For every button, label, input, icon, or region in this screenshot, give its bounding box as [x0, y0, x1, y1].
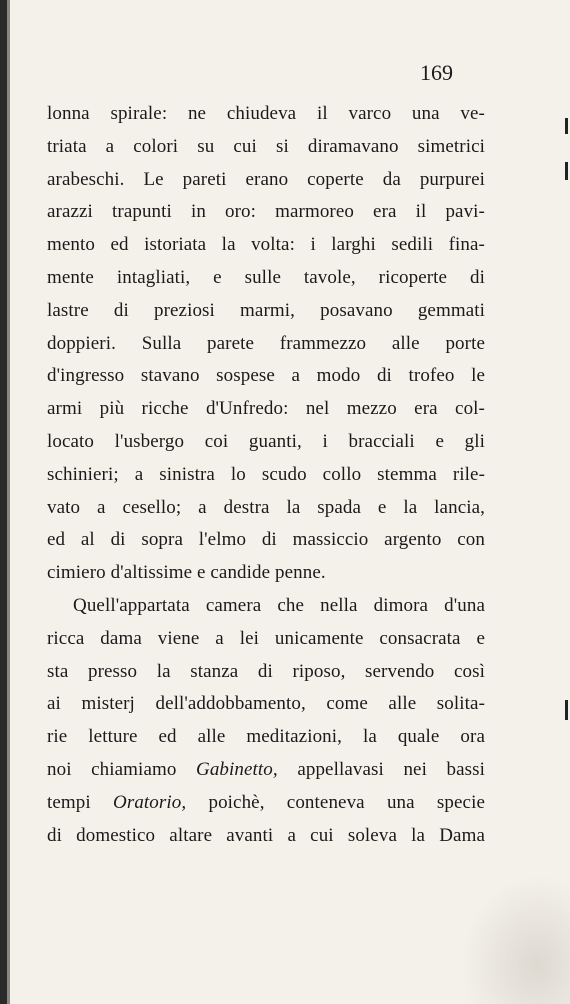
text-line: triata a colori su cui si diramavano simetrici [47, 135, 485, 157]
text-line-with-italic [47, 754, 485, 787]
edge-mark [565, 162, 568, 180]
paragraph-1 [47, 98, 485, 590]
text-line: arabeschi. Le pareti erano coperte da purpurei [47, 168, 485, 190]
page-number: 169 [420, 60, 453, 85]
text-line: ricca dama viene a lei unicamente consacrata e [47, 627, 485, 649]
text-line: rie letture ed alle meditazioni, la quale ora [47, 726, 485, 748]
paper-stain [460, 874, 570, 1004]
text-segment: poichè, conteneva una specie [186, 791, 485, 813]
text-segment: appellavasi nei bassi [277, 758, 486, 780]
edge-mark [565, 118, 568, 134]
text-line: Quell'appartata camera che nella dimora d'una [73, 594, 485, 616]
text-line: mente intagliati, e sulle tavole, ricoperte di [47, 266, 485, 288]
text-line: locato l'usbergo coi guanti, i bracciali e gli [47, 430, 485, 452]
body-text [47, 98, 485, 852]
text-line: mento ed istoriata la volta: i larghi sedili fina- [47, 234, 485, 256]
book-gutter [7, 0, 10, 1004]
text-line: lastre di preziosi marmi, posavano gemmati [47, 299, 485, 321]
text-line: cimiero d'altissime e candide penne. [47, 562, 326, 584]
book-spine-shadow [0, 0, 7, 1004]
text-line: doppieri. Sulla parete frammezzo alle porte [47, 332, 485, 354]
italic-term-oratorio: Oratorio, [113, 791, 187, 813]
text-line: ed al di sopra l'elmo di massiccio argento con [47, 529, 485, 551]
text-line: sta presso la stanza di riposo, servendo così [47, 660, 485, 682]
paragraph-2 [47, 590, 485, 852]
text-line: schinieri; a sinistra lo scudo collo stemma rile- [47, 463, 485, 485]
edge-mark [565, 700, 568, 720]
text-line-with-italic [47, 787, 485, 820]
text-line: lonna spirale: ne chiudeva il varco una ve- [47, 103, 485, 124]
text-line: ai misterj dell'addobbamento, come alle solita- [47, 693, 485, 715]
text-segment: noi chiamiamo [47, 758, 197, 780]
italic-term-gabinetto: Gabinetto, [196, 758, 278, 780]
text-line: d'ingresso stavano sospese a modo di trofeo le [47, 365, 485, 387]
text-segment: tempi [47, 791, 114, 813]
text-line: vato a cesello; a destra la spada e la lancia, [47, 496, 485, 518]
text-line: di domestico altare avanti a cui soleva la Dama [47, 824, 485, 846]
text-line: arazzi trapunti in oro: marmoreo era il pavi- [47, 201, 485, 223]
text-line: armi più ricche d'Unfredo: nel mezzo era col- [47, 398, 485, 420]
